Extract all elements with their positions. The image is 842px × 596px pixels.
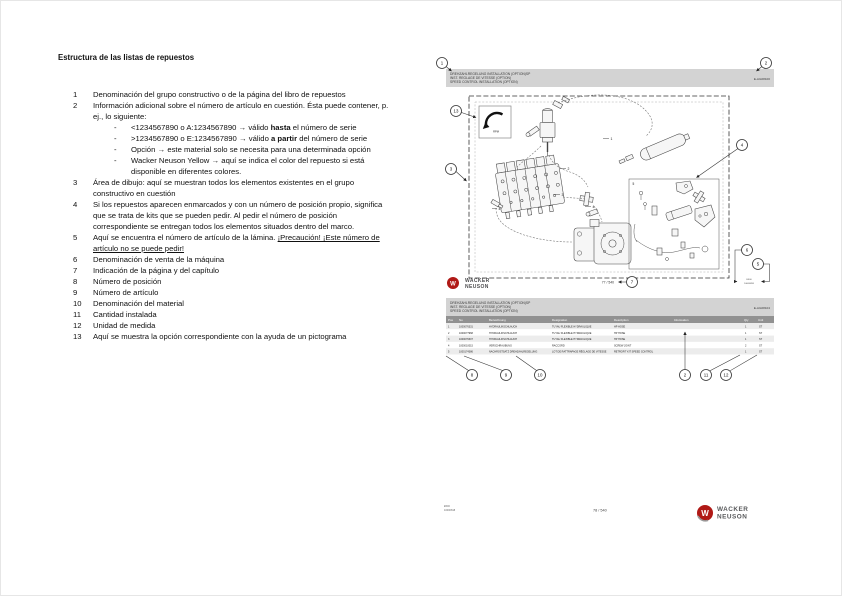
sub-list-item <box>58 144 410 155</box>
cell-qty: 1 <box>745 325 747 329</box>
sub-list-item <box>58 155 410 177</box>
logo-w-glyph: W <box>450 281 456 288</box>
footer-article-number: 10000818 <box>444 509 456 512</box>
cell-qty: 1 <box>745 338 747 342</box>
cell-bezeichnung: NACHRÜSTSATZ DREHZAHLREGELUNG <box>489 350 538 354</box>
item-number: 5 <box>73 233 78 242</box>
instructions-column <box>58 52 410 342</box>
item-text: Número de artículo <box>93 288 159 297</box>
svg-text:6: 6 <box>745 247 749 253</box>
cell-description: HP HOSE <box>614 331 626 335</box>
cell-description: RETROFIT KIT SPEED CONTROL <box>614 350 654 354</box>
cell-bezeichnung: HYDRAULIKSCHLAUCH <box>489 325 518 329</box>
logo-word-2: NEUSON <box>717 513 748 521</box>
list-item <box>58 331 410 342</box>
svg-text:5: 5 <box>756 261 760 267</box>
cell-pos: 4 <box>448 344 450 348</box>
callout-13 <box>451 106 462 117</box>
item-number: 9 <box>73 288 78 297</box>
col-designation: Designation <box>552 318 568 322</box>
cell-unit: ST <box>759 344 763 348</box>
logo-word-2: NEUSON <box>465 284 489 290</box>
item-number: 1 <box>73 90 78 99</box>
callout-3 <box>446 164 457 175</box>
cell-no: 1000076331 <box>459 325 473 329</box>
callout-11 <box>701 370 712 381</box>
sheet2-title-en: SPEED CONTROL INSTALLATION (OPTION) <box>450 309 518 313</box>
pos-label-4: 4 <box>592 205 595 209</box>
item-number: 2 <box>73 101 78 110</box>
item-text: Cantidad instalada <box>93 310 157 319</box>
cell-bezeichnung: VERSCHRAUBUNG <box>489 344 512 348</box>
cell-qty: 1 <box>745 331 747 335</box>
item-number: 7 <box>73 266 78 275</box>
sub-list-item <box>58 122 410 133</box>
svg-text:8: 8 <box>470 372 474 378</box>
list-item <box>58 320 410 331</box>
list-item <box>58 100 410 122</box>
list-item <box>58 177 410 199</box>
callout-7 <box>627 277 638 288</box>
cell-bezeichnung: HYDRAULIKSCHLAUCH <box>489 338 518 342</box>
svg-text:2: 2 <box>683 372 687 378</box>
svg-text:13: 13 <box>453 108 459 114</box>
cell-description: SCREW JOINT <box>614 344 632 348</box>
item-text: Unidad de medida <box>93 321 156 330</box>
accumulator-fittings <box>619 154 634 163</box>
callout-8 <box>467 370 478 381</box>
sub-item-text: <1234567890 o A:1234567890 → válido hasta el número de serie <box>131 123 357 132</box>
item-text: Área de dibujo: aquí se muestran todos los elementos existentes en el grupo constructivo en cuestión <box>93 178 355 198</box>
sheet1-page-number: 77 / 540 <box>601 280 614 285</box>
cell-designation: LOT DE RATTRAPAGE RÉGLAGE DE VITESSE <box>552 350 607 354</box>
callout-2 <box>761 58 772 69</box>
callout-2-table <box>680 370 691 381</box>
cell-pos: 2 <box>448 331 450 335</box>
callout-9 <box>501 370 512 381</box>
footer-page-number: 78 / 540 <box>593 508 607 513</box>
pos-label-2: 2 <box>567 167 570 171</box>
svg-text:11: 11 <box>703 372 709 378</box>
list-item <box>58 254 410 265</box>
legend-list <box>58 89 410 342</box>
item-number: 4 <box>73 200 78 209</box>
sheet1-number: E-AG08100 <box>753 77 770 81</box>
cell-designation: TUYAU FLEXIBLE HYDRAULIQUE <box>552 331 592 335</box>
wacker-neuson-logo-footer <box>697 505 748 521</box>
cell-designation: RACCORD <box>552 344 565 348</box>
cell-description: HP HOSE <box>614 325 626 329</box>
item-number: 8 <box>73 277 78 286</box>
cell-qty: 1 <box>745 350 747 354</box>
callout-4 <box>737 140 748 151</box>
col-pos: Pos <box>448 318 453 322</box>
sub-item-text: Opción → este material solo se necesita para una determinada opción <box>131 145 371 154</box>
cell-bezeichnung: HYDRAULIKSCHLAUCH <box>489 331 518 335</box>
sheet2-parts-table-page <box>446 298 774 381</box>
sheet1-title-en: SPEED CONTROL INSTALLATION (OPTION) <box>450 80 518 84</box>
pos-label-1: 1 <box>610 137 613 141</box>
parts-list-figure <box>436 56 781 386</box>
cell-unit: ST <box>759 350 763 354</box>
svg-text:7: 7 <box>630 279 634 285</box>
list-item <box>58 89 410 100</box>
cell-description: HP HOSE <box>614 338 626 342</box>
item-number: 13 <box>73 332 82 341</box>
list-item <box>58 265 410 276</box>
col-bezeichnung: Bezeichnung <box>489 318 506 322</box>
item-number: 12 <box>73 321 82 330</box>
callout-12 <box>721 370 732 381</box>
cell-unit: ST <box>759 325 763 329</box>
solenoid-valve <box>525 96 569 157</box>
item-text: Si los repuestos aparecen enmarcados y con un número de posición propio, significa que se trata de kits que se pueden pedir. Al pedir el número de posición correspondiente se entregan todos los elementos situados dentro del marco. <box>93 200 383 231</box>
cell-pos: 5 <box>448 350 450 354</box>
table-row <box>446 348 774 354</box>
item-text: Aquí se muestra la opción correspondiente con la ayuda de un pictograma <box>93 332 347 341</box>
sheet2-title-de: DREHZAHLREGELUNG INSTALLATION (OPTION)SP <box>450 301 531 305</box>
sheet1-title-fr: INST. REGLAGE DE VITESSE (OPTION) <box>450 76 512 80</box>
cell-pos: 3 <box>448 338 450 342</box>
pos-label-4b: 4 <box>498 207 501 211</box>
cell-unit: ST <box>759 331 763 335</box>
item-number: 3 <box>73 178 78 187</box>
hydraulic-pump <box>574 220 631 265</box>
col-qty: Qty <box>744 318 749 322</box>
table-row <box>446 329 774 335</box>
cell-pos: 1 <box>448 325 450 329</box>
item-number: 6 <box>73 255 78 264</box>
footer-machine-designation: E500 <box>444 505 450 508</box>
pos-label-3: 3 <box>561 193 564 197</box>
rpm-pictogram <box>479 106 511 138</box>
svg-text:9: 9 <box>504 372 508 378</box>
bullet-dash: - <box>114 156 117 165</box>
item-number: 10 <box>73 299 82 308</box>
item-text: Denominación de venta de la máquina <box>93 255 225 264</box>
cell-qty: 2 <box>745 344 747 348</box>
logo-w-glyph: W <box>701 509 709 518</box>
kit-pos-label: 5 <box>632 182 635 186</box>
list-item <box>58 298 410 309</box>
sheet1-drawing-page <box>437 58 775 291</box>
col-unit: Unit <box>758 318 764 322</box>
warning-underlined: ¡Precaución! ¡Este número de artículo no se puede pedir! <box>93 233 380 253</box>
callout-5 <box>753 259 764 270</box>
sheet1-title-de: DREHZAHLREGELUNG INSTALLATION (OPTION)SP <box>450 72 531 76</box>
table-row <box>446 336 774 342</box>
page-footer <box>436 496 781 531</box>
list-item <box>58 232 410 254</box>
callout-10 <box>535 370 546 381</box>
item-text: Denominación del grupo constructivo o de la página del libro de repuestos <box>93 90 346 99</box>
sheet2-number: E-AG08104 <box>753 306 770 310</box>
svg-text:1: 1 <box>440 60 444 66</box>
col-information: Information <box>674 318 689 322</box>
list-item <box>58 276 410 287</box>
svg-text:4: 4 <box>740 142 744 148</box>
list-item <box>58 199 410 232</box>
svg-text:2: 2 <box>764 60 768 66</box>
cell-no: 1000077968 <box>459 331 473 335</box>
sheet2-title-fr: INST. REGLAGE DE VITESSE (OPTION) <box>450 305 512 309</box>
cell-no: 1000174386 <box>459 350 473 354</box>
col-description: Description <box>614 318 629 322</box>
cell-designation: TUYAU FLEXIBLE HYDRAULIQUE <box>552 325 592 329</box>
sub-item-text: Wacker Neuson Yellow → aquí se indica el color del repuesto si está disponible en diferentes colores. <box>131 156 365 176</box>
machine-designation: E500 <box>746 279 752 282</box>
page-title: Estructura de las listas de repuestos <box>58 53 195 62</box>
list-item <box>58 309 410 320</box>
callout-1 <box>437 58 448 69</box>
item-text: Información adicional sobre el número de artículo en cuestión. Ésta puede contener, p. ej., lo siguiente: <box>93 101 389 121</box>
item-text: Aquí se encuentra el número de artículo de la lámina. ¡Precaución! ¡Este número de artículo no se puede pedir! <box>93 233 380 253</box>
callout-6 <box>742 245 753 256</box>
sub-item-text: >1234567890 o E:1234567890 → válido a partir del número de serie <box>131 134 368 143</box>
bullet-dash: - <box>114 134 117 143</box>
wacker-neuson-logo-sheet1 <box>447 277 490 290</box>
list-item <box>58 287 410 298</box>
bullet-dash: - <box>114 123 117 132</box>
svg-text:10: 10 <box>537 372 543 378</box>
kit-frame <box>629 179 719 269</box>
item-number: 11 <box>73 310 81 319</box>
svg-text:3: 3 <box>449 166 453 172</box>
col-no: No <box>459 318 463 322</box>
logo-word-1: WACKER <box>717 506 749 513</box>
svg-text:12: 12 <box>723 372 729 378</box>
cell-no: 1000010015 <box>459 344 473 348</box>
cell-unit: ST <box>759 338 763 342</box>
item-text: Número de posición <box>93 277 162 286</box>
logo-word-1: WACKER <box>465 278 490 284</box>
bullet-dash: - <box>114 145 117 154</box>
sub-list-item <box>58 133 410 144</box>
item-text: Denominación del material <box>93 299 185 308</box>
cell-no: 1000076307 <box>459 338 473 342</box>
table-row <box>446 342 774 348</box>
rpm-label: RPM <box>493 130 499 134</box>
cell-designation: TUYAU FLEXIBLE HYDRAULIQUE <box>552 338 592 342</box>
table-row <box>446 323 774 329</box>
item-text: Indicación de la página y del capítulo <box>93 266 220 275</box>
plate-article-number: 10000818 <box>744 282 754 285</box>
